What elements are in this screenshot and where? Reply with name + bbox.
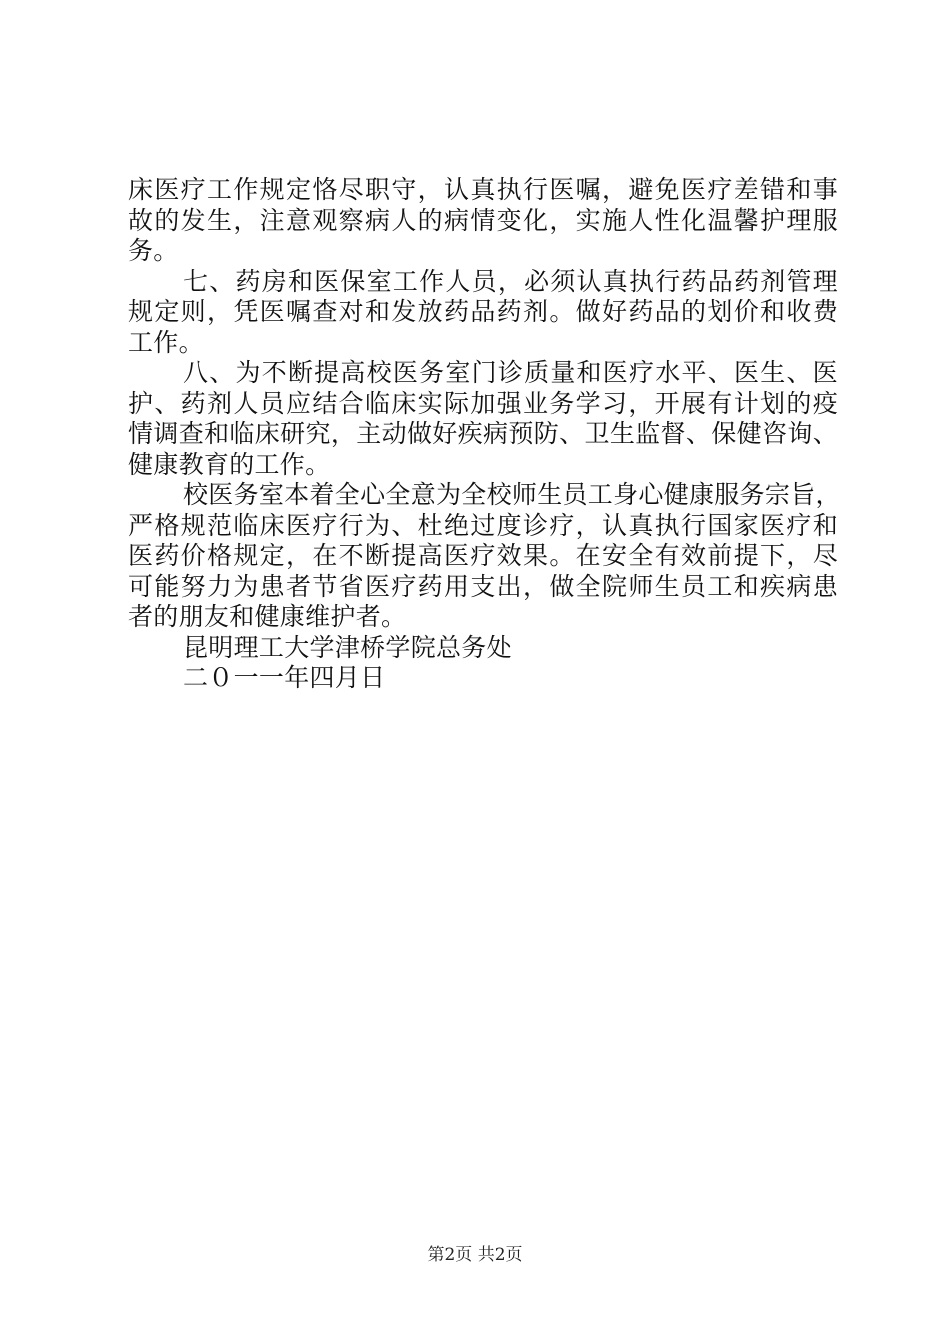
text-line: 床医疗工作规定恪尽职守，认真执行医嘱，避免医疗差错和事 bbox=[128, 175, 838, 204]
text-line: 医药价格规定，在不断提高医疗效果。在安全有效前提下，尽 bbox=[128, 541, 838, 570]
text-line: 工作。 bbox=[128, 327, 204, 357]
text-line: 务。 bbox=[128, 236, 179, 265]
page-footer: 第2页 共2页 bbox=[427, 1245, 523, 1265]
text-line: 情调查和临床研究，主动做好疾病预防、卫生监督、保健咨询、 bbox=[128, 419, 838, 448]
text-line: 故的发生，注意观察病人的病情变化，实施人性化温馨护理服 bbox=[128, 205, 838, 235]
text-line: 严格规范临床医疗行为、杜绝过度诊疗，认真执行国家医疗和 bbox=[128, 510, 838, 540]
document-body bbox=[128, 175, 841, 694]
text-line: 护、药剂人员应结合临床实际加强业务学习，开展有计划的疫 bbox=[128, 388, 838, 418]
text-line: 可能努力为患者节省医疗药用支出，做全院师生员工和疾病患 bbox=[128, 571, 838, 601]
text-line: 七、药房和医保室工作人员，必须认真执行药品药剂管理 bbox=[183, 266, 838, 296]
text-line: 健康教育的工作。 bbox=[128, 449, 331, 479]
text-line: 八、为不断提高校医务室门诊质量和医疗水平、医生、医 bbox=[183, 358, 838, 387]
text-line: 校医务室本着全心全意为全校师生员工身心健康服务宗旨， bbox=[183, 480, 841, 509]
text-line: 者的朋友和健康维护者。 bbox=[128, 602, 407, 631]
signature-date: 二０一一年四月日 bbox=[183, 663, 386, 692]
signature-organization: 昆明理工大学津桥学院总务处 bbox=[183, 632, 512, 662]
text-line: 规定则，凭医嘱查对和发放药品药剂。做好药品的划价和收费 bbox=[128, 297, 838, 326]
